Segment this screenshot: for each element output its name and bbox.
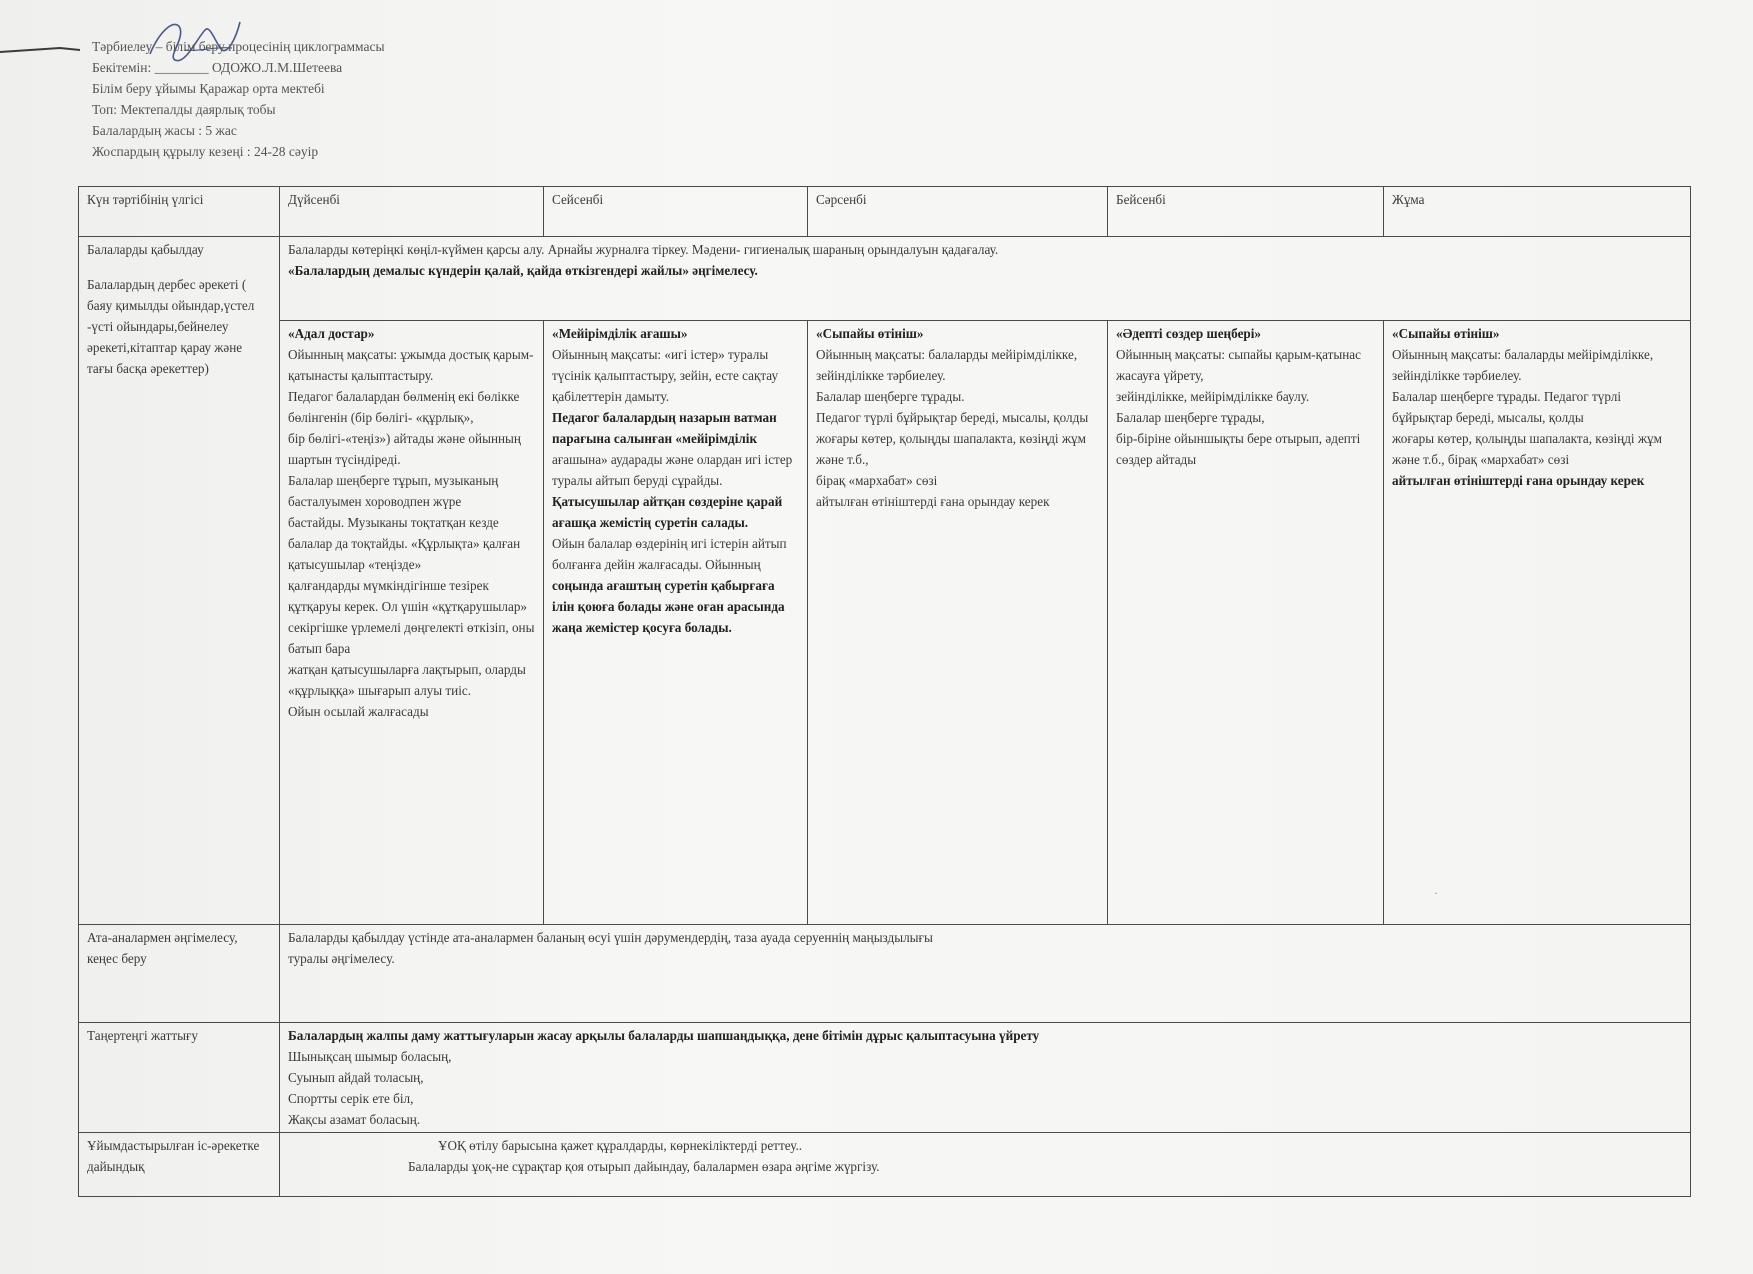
row-label-morning-exercise: Таңертеңгі жаттығу [79,1023,280,1133]
thursday-game-cell: «Әдепті сөздер шеңбері» Ойынның мақсаты: сыпайы қарым-қатынас жасауға үйрету, зейінділікке, мейірімділікке баулу. Балалар шеңберге тұрады, бір-біріне ойыншықты бере отырып, әдепті сөздер айтады [1108,321,1384,925]
table-row [79,1133,1691,1197]
header-line: Балалардың жасы : 5 жас [92,123,237,138]
monday-game-cell: «Адал достар» Ойынның мақсаты: ұжымда достық қарым-қатынасты қалыптастыру. Педагог балалардан бөлменің екі бөлікке бөлінгенін (бір бөлігі- «құрлық», бір бөлігі-«теңіз») айтады және ойынның шартын түсіндіреді. Балалар шеңберге тұрып, музыканың басталуымен хороводпен жүре бастайды. Музыканы тоқтатқан кезде балалар да тоқтайды. «Құрлықта» қалған қатысушылар «теңізде» қалғандарды мүмкіндігінше тезірек құтқаруы керек. Ол үшін «құтқарушылар» секіргішке үрлемелі дөңгелекті өткізіп, оны батып бара жатқан қатысушыларға лақтырып, оларды «құрлыққа» шығарып алуы тиіс. Ойын осылай жалғасады [280,321,544,925]
tuesday-game-cell: «Мейірімділік ағашы» Ойынның мақсаты: «игі істер» туралы түсінік қалыптастыру, зейін, есте сақтау қабілеттерін дамыту. Педагог балалардың назарын ватман парағына салынған «мейірімділік ағашына» аударады және олардан игі істер туралы айтып беруді сұрайды. Қатысушылар айтқан сөздеріне қарай ағашқа жемістің суретін салады. Ойын балалар өздерінің игі істерін айтып болғанға дейін жалғасады. Ойынның соңында ағаштың суретін қабырғаға ілін қоюға болады және оған арасында жаңа жемістер қосуға болады. [544,321,808,925]
reception-shared-cell: Балаларды көтеріңкі көңіл-күймен қарсы алу. Арнайы журналға тіркеу. Мәдени- гигиеналық шараның орындалуын қадағалау. «Балалардың демалыс күндерін қалай, қайда өткізгендері жайлы» әңгімелесу. [280,237,1691,321]
morning-exercise-cell: Балалардың жалпы даму жаттығуларын жасау арқылы балаларды шапшаңдыққа, дене бітімін дұрыс қалыптасуына үйрету Шынықсаң шымыр боласың, Суынып айдай толасың, Спортты серік ете біл, Жақсы азамат боласың. [280,1023,1691,1133]
parents-content-cell: Балаларды қабылдау үстінде ата-аналармен баланың өсуі үшін дәрумендердің, таза ауада серуеннің маңыздылығы туралы әңгімелесу. [280,925,1691,1023]
header-line: Топ: Мектепалды даярлық тобы [92,102,276,117]
header-line: Жоспардың құрылу кезеңі : 24-28 сәуір [92,144,319,159]
column-header: Сейсенбі [544,187,808,237]
header-line: Бекітемін: ________ ОДОЖО.Л.М.Шетеева [92,60,343,75]
table-row [79,1023,1691,1133]
table-header-row [79,187,1691,237]
row-label-reception: Балаларды қабылдау Балалардың дербес әрекеті ( баяу қимылды ойындар,үстел -үсті ойындары,бейнелеу әрекеті,кітаптар қарау және тағы басқа әрекеттер) [79,237,280,925]
column-header: Бейсенбі [1108,187,1384,237]
row-label-parents: Ата-аналармен әңгімелесу, кеңес беру [79,925,280,1023]
table-row [79,321,1691,925]
table-row [79,237,1691,321]
wednesday-game-cell: «Сыпайы өтініш» Ойынның мақсаты: балаларды мейірімділікке, зейінділікке тәрбиелеу. Балалар шеңберге тұрады. Педагог түрлі бұйрықтар береді, мысалы, қолды жоғары көтер, қолыңды шапалакта, көзіңді жұм және т.б., бірақ «мархабат» сөзі айтылған өтініштерді ғана орындау керек [808,321,1108,925]
friday-game-cell: «Сыпайы өтініш» Ойынның мақсаты: балаларды мейірімділікке, зейінділікке тәрбиелеу. Балалар шеңберге тұрады. Педагог түрлі бұйрықтар береді, мысалы, қолды жоғары көтер, қолыңды шапалакта, көзіңді жұм және т.б., бірақ «мархабат» сөзі айтылған өтініштерді ғана орындау керек [1384,321,1691,925]
header-line: Білім беру ұйымы Қаражар орта мектебі [92,81,325,96]
column-header: Күн тәртібінің үлгісі [79,187,280,237]
column-header: Жұма [1384,187,1691,237]
column-header: Сәрсенбі [808,187,1108,237]
column-header: Дүйсенбі [280,187,544,237]
header-line: Тәрбиелеу – білім беру процесінің циклограммасы [92,39,385,54]
document-header [92,36,385,162]
row-label-preparation: Ұйымдастырылған іс-әрекетке дайындық [79,1133,280,1197]
table-row [79,925,1691,1023]
scan-speck: · [1434,886,1438,900]
schedule-table [78,186,1691,1197]
preparation-cell: ҰОҚ өтілу барысына қажет құралдарды, көрнекіліктерді реттеу.. Балаларды ұоқ-не сұрақтар қоя отырып дайындау, балалармен өзара әңгіме жүргізу. [280,1133,1691,1197]
